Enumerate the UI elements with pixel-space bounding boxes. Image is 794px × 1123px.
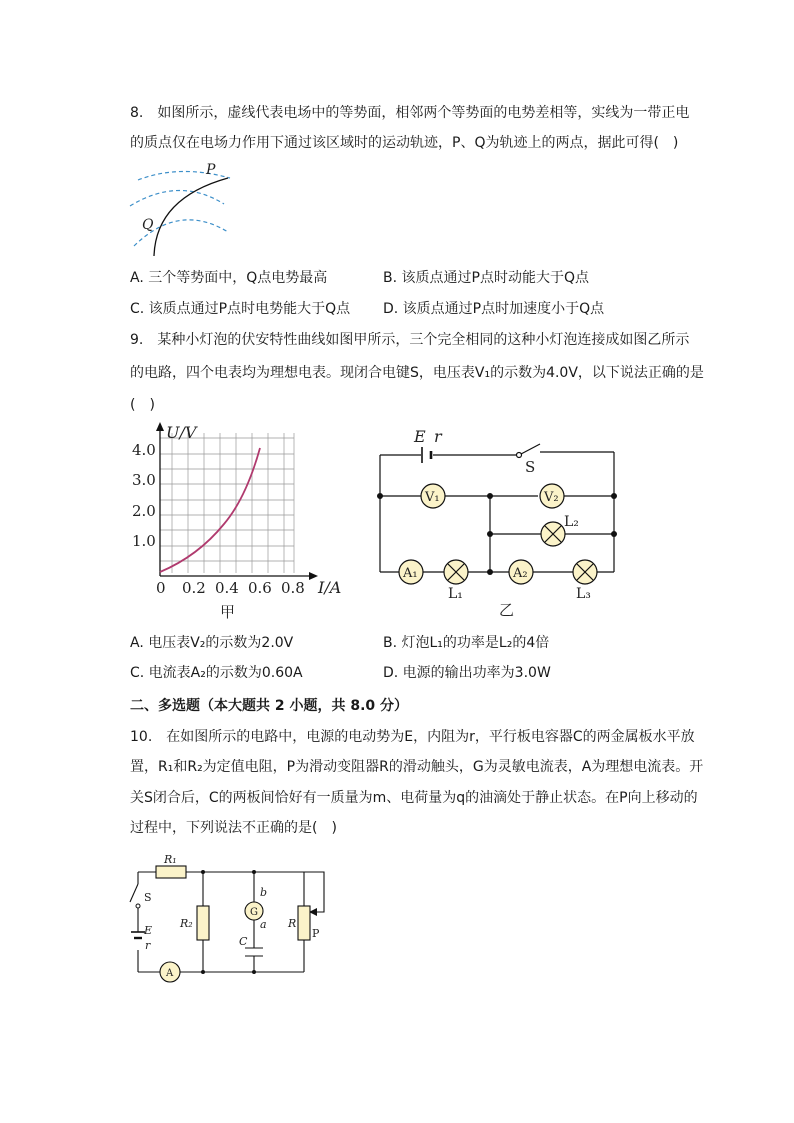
graph-y-tick-2: 2.0 — [132, 502, 156, 520]
resistor-r1 — [156, 866, 186, 878]
particle-trajectory — [154, 178, 228, 256]
circuit-label-r: r — [434, 427, 442, 446]
q9-option-d[interactable]: D. 电源的输出功率为3.0W — [383, 665, 551, 681]
graph-y-tick-4: 4.0 — [132, 441, 156, 459]
label-b: b — [260, 886, 268, 899]
q9-circuit-diagram — [368, 422, 628, 622]
resistor-r2 — [197, 906, 209, 940]
graph-y-arrow — [156, 422, 164, 431]
switch-pivot — [136, 904, 140, 908]
battery-symbol — [422, 447, 431, 463]
q8-text-line1: 8. 如图所示，虚线代表电场中的等势面，相邻两个等势面的电势差相等，实线为一带正电 — [130, 105, 690, 121]
label-e: E — [144, 924, 153, 937]
graph-x-tick-0: 0 — [156, 579, 166, 597]
q9-option-b[interactable]: B. 灯泡L₁的功率是L₂的4倍 — [383, 635, 550, 651]
circuit-label-l2: L₂ — [564, 514, 579, 530]
q10-text-line3: 关S闭合后，C的两板间恰好有一质量为m、电荷量为q的油滴处于静止状态。在P向上移动的 — [130, 790, 698, 806]
q9-option-a[interactable]: A. 电压表V₂的示数为2.0V — [130, 635, 294, 651]
graph-y-tick-1: 1.0 — [132, 532, 156, 550]
q9-option-c[interactable]: C. 电流表A₂的示数为0.60A — [130, 665, 303, 681]
label-c: C — [239, 935, 248, 948]
label-r1: R₁ — [164, 853, 177, 866]
q10-circuit-diagram — [128, 850, 343, 985]
circuit-label-v2: V₂ — [544, 490, 559, 505]
graph-x-label: I/A — [318, 578, 342, 597]
q10-text-line4: 过程中，下列说法不正确的是( ) — [130, 820, 337, 836]
label-r-internal: r — [145, 939, 151, 952]
point-q-label: Q — [142, 217, 154, 233]
q8-option-b[interactable]: B. 该质点通过P点时动能大于Q点 — [383, 270, 589, 286]
q9-text-line3: ( ) — [130, 397, 155, 413]
graph-x-arrow — [309, 572, 318, 580]
graph-x-tick-08: 0.8 — [281, 579, 305, 597]
q9-text-line1: 9. 某种小灯泡的伏安特性曲线如图甲所示，三个完全相同的这种小灯泡连接成如图乙所示 — [130, 332, 690, 348]
label-a: A — [166, 968, 174, 979]
label-r: R — [288, 917, 297, 930]
iu-curve — [160, 448, 260, 572]
graph-grid — [160, 433, 294, 573]
graph-y-tick-3: 3.0 — [132, 471, 156, 489]
graph-x-tick-06: 0.6 — [248, 579, 272, 597]
graph-caption: 甲 — [220, 603, 236, 621]
q10-text-line2: 置，R₁和R₂为定值电阻，P为滑动变阻器R的滑动触头，G为灵敏电流表，A为理想电流表。开 — [130, 759, 704, 775]
label-p: P — [312, 927, 320, 940]
point-p-label: P — [206, 162, 216, 178]
equipotential-line-1 — [138, 171, 230, 180]
circuit-label-a2: A₂ — [513, 566, 528, 581]
q8-text-line2: 的质点仅在电场力作用下通过该区域时的运动轨迹，P、Q为轨迹上的两点，据此可得( ) — [130, 135, 679, 151]
q10-text-line1: 10. 在如图所示的电路中，电源的电动势为E，内阻为r，平行板电容器C的两金属板水平放 — [130, 729, 695, 745]
circuit-label-l3: L₃ — [576, 586, 591, 602]
graph-y-label: U/V — [166, 423, 197, 442]
label-a-node: a — [260, 918, 267, 931]
q8-option-d[interactable]: D. 该质点通过P点时加速度小于Q点 — [383, 301, 605, 317]
graph-x-tick-04: 0.4 — [215, 579, 239, 597]
label-s: S — [144, 891, 152, 904]
switch-symbol — [517, 444, 541, 458]
q8-option-a[interactable]: A. 三个等势面中，Q点电势最高 — [130, 270, 328, 286]
q9-text-line2: 的电路，四个电表均为理想电表。现闭合电键S，电压表V₁的示数为4.0V，以下说法正确的是 — [130, 365, 704, 381]
label-r2: R₂ — [180, 917, 193, 930]
q8-equipotential-figure — [124, 158, 244, 258]
rheostat-r — [298, 906, 310, 940]
circuit-label-e: E — [414, 427, 426, 446]
circuit-label-a1: A₁ — [403, 566, 418, 581]
section-title-multiple-choice: 二、多选题（本大题共 2 小题，共 8.0 分） — [130, 698, 409, 714]
q9-iu-graph — [128, 418, 358, 623]
graph-x-tick-02: 0.2 — [182, 579, 206, 597]
label-g: G — [250, 907, 258, 918]
q8-option-c[interactable]: C. 该质点通过P点时电势能大于Q点 — [130, 301, 351, 317]
circuit-label-l1: L₁ — [448, 586, 463, 602]
circuit-label-s: S — [525, 458, 536, 476]
circuit-caption: 乙 — [499, 601, 515, 619]
circuit-label-v1: V₁ — [425, 490, 440, 505]
